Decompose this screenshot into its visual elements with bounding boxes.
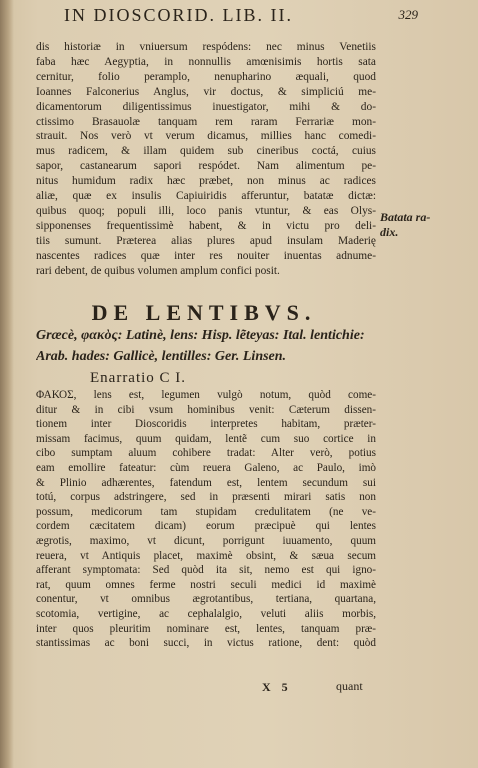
text-line: cordem cæcitatem dicam) eorum præcipuè qui lentes: [36, 520, 376, 533]
text-line: rat, quum omnes ferme nostri seculi medici id maximè: [36, 578, 376, 591]
text-line: cernitur, folio peramplo, nenupharino æquali, quod: [36, 70, 376, 83]
signature-mark: X 5: [262, 680, 292, 694]
text-line: sipponenses frequentissimè habent, & in victu pro deli-: [36, 219, 376, 232]
text-line: Ioannes Falconerius Anglus, vir doctus, & simpliciú me-: [36, 85, 376, 98]
text-line: afferant symptomata: Sed quòd ita sit, nemo est qui igno-: [36, 564, 376, 577]
text-line: stantissimas ac boni succi, in victus ratione, dent: quòd: [36, 637, 376, 650]
section-title: DE LENTIBVS.: [91, 300, 317, 325]
text-line: eam emollire fateatur: cùm reuera Galeno, ac Paulo, imò: [36, 461, 376, 474]
text-line: ΦΑΚΟΣ, lens est, legumen vulgò notum, quòd come-: [36, 389, 376, 401]
text-line: rari debent, de quibus volumen amplum confici posit.: [36, 264, 280, 277]
marginal-note-line: Batata ra-: [380, 210, 431, 224]
synonyms-block: [36, 325, 376, 367]
text-line: ægrotis, maximo, vt dicunt, porrigunt iuuamento, quum: [36, 534, 376, 547]
text-line: nitus humidum radix hæc præbet, non minus ac radices: [36, 175, 376, 188]
paragraph-fabae: [36, 40, 376, 279]
text-line: ditur & in cibi vsum hominibus venit: Cæterum dissen-: [36, 403, 376, 416]
text-line: missam facimus, quum quidam, lentẽ cum suo cortice in: [36, 432, 376, 445]
text-line: sapor, castanearum sapori respódet. Nam alimentum pe-: [36, 160, 376, 173]
catchword: quant: [336, 679, 363, 693]
text-line: faba hæc Aegyptia, in nonnullis amœnisimis hortis sata: [36, 55, 376, 68]
text-line: possum, medicorum tam stupidam credulitatem (ne ve-: [36, 505, 376, 518]
text-line: dis historiæ in vniuersum respódens: nec minus Venetiis: [36, 41, 376, 53]
text-line: dicamentorum diligentissimus inuestigator, mihi & do-: [36, 100, 376, 113]
text-line: scotomia, vertigine, ac cephalalgio, veluti aliis morbis,: [36, 607, 376, 620]
synonyms-line: Græcè, φακὸς: Latinè, lens: Hisp. lẽteyas: Ital. lentichie:: [36, 328, 365, 343]
text-line: quibus quoq; populi illi, loco panis vtuntur, & eas Olys-: [36, 204, 376, 217]
paragraph-lentes: [36, 388, 376, 651]
running-title: IN DIOSCORID. LIB. II.: [64, 5, 293, 25]
text-line: ctissimo Brasauolæ tanquam rem raram Ferrariæ mon-: [36, 115, 376, 128]
text-line: totú, corpus adstringere, sed in præsenti mirari satis non: [36, 491, 376, 504]
text-line: aliæ, quæ ex insulis Capiuiridis afferuntur, batatæ dictæ:: [36, 190, 376, 203]
text-line: nascentes radices quæ inter res nouiter inuentas adnume-: [36, 249, 376, 262]
marginal-note: [380, 210, 440, 240]
text-line: cibo sumptam aluum cohibere tradat: Alter verò, potius: [36, 447, 376, 460]
text-line: tiis sumunt. Præterea alias plures apud insulam Maderię: [36, 234, 376, 247]
synonyms-line: Arab. hades: Gallicè, lentilles: Ger. Linsen.: [36, 349, 287, 364]
text-line: tionem inter Dioscoridis interpretes habitam, præter-: [36, 418, 376, 431]
text-line: conentur, vt omnibus ægrotantibus, tertiana, quartana,: [36, 593, 376, 606]
text-line: & Plinio adhærentes, fatendum est, lentem secundum sui: [36, 476, 376, 489]
enarratio-heading: Enarratio C I.: [90, 370, 187, 386]
marginal-note-line: dix.: [380, 225, 399, 239]
text-line: strauit. Nos verò vt verum dicamus, millies hanc comedi-: [36, 130, 376, 143]
page-number: 329: [398, 7, 418, 22]
binding-gutter: [0, 0, 14, 768]
page-header: [36, 5, 418, 27]
text-line: mus radicem, & illam quidem sub cineribus coctá, cuius: [36, 145, 376, 158]
text-line: inter quos pleuritim nominare est, lentes, tanquam præ-: [36, 622, 376, 635]
text-line: reuera, vt Antiquis placet, maximè obsint, & sæua secum: [36, 549, 376, 562]
